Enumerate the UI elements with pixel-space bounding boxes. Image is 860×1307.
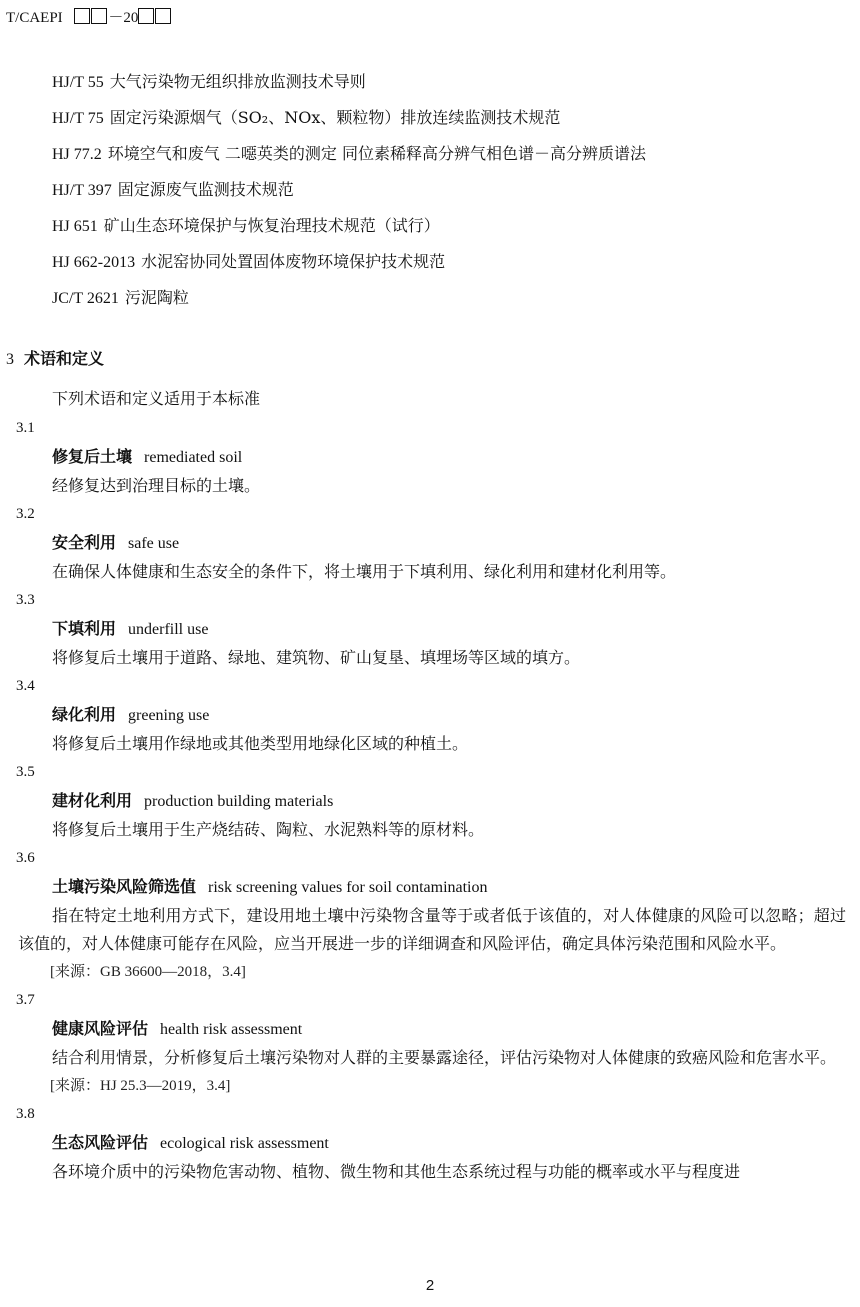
term-number: 3.6 xyxy=(16,850,35,866)
term-definition: 各环境介质中的污染物危害动物、植物、微生物和其他生态系统过程与功能的概率或水平与程度进 xyxy=(52,1162,741,1181)
term-zh: 修复后土壤 xyxy=(52,447,133,466)
term-en: underfill use xyxy=(128,621,209,638)
term-number: 3.1 xyxy=(16,420,35,436)
term-entry xyxy=(0,844,860,986)
term-number: 3.5 xyxy=(16,764,35,780)
term-definition: 指在特定土地利用方式下，建设用地土壤中污染物含量等于或者低于该值的，对人体健康的风险可以忽略；超过该值的，对人体健康可能存在风险，应当开展进一步的详细调查和风险评估，确定具体污染范围和风险水平。 xyxy=(18,906,846,953)
term-en: production building materials xyxy=(144,793,334,810)
term-entry xyxy=(0,1100,860,1186)
term-entry xyxy=(0,672,860,758)
term-zh: 绿化利用 xyxy=(52,705,117,724)
term-zh: 下填利用 xyxy=(52,619,117,638)
term-heading xyxy=(52,1014,860,1044)
term-zh: 建材化利用 xyxy=(52,791,133,810)
term-heading xyxy=(52,786,860,816)
term-heading xyxy=(52,528,860,558)
term-heading xyxy=(52,442,860,472)
term-definition: 将修复后土壤用于生产烧结砖、陶粒、水泥熟料等的原材料。 xyxy=(52,820,485,839)
term-number: 3.3 xyxy=(16,592,35,608)
placeholder-box xyxy=(155,8,171,24)
term-number: 3.4 xyxy=(16,678,35,694)
terms-list xyxy=(0,414,860,1186)
term-definition: 将修复后土壤用于道路、绿地、建筑物、矿山复垦、填埋场等区域的填方。 xyxy=(52,648,581,667)
term-definition: 经修复达到治理目标的土壤。 xyxy=(52,476,261,495)
term-entry xyxy=(0,500,860,586)
term-zh: 健康风险评估 xyxy=(52,1019,149,1038)
term-zh: 土壤污染风险筛选值 xyxy=(52,877,197,896)
term-entry xyxy=(0,414,860,500)
term-number: 3.2 xyxy=(16,506,35,522)
reference-item: JC/T 2621 污泥陶粒 xyxy=(52,288,189,307)
reference-item: HJ/T 55 大气污染物无组织排放监测技术导则 xyxy=(52,72,366,91)
term-definition: 结合利用情景，分析修复后土壤污染物对人群的主要暴露途径，评估污染物对人体健康的致癌风险和危害水平。 xyxy=(52,1048,837,1067)
term-entry xyxy=(0,758,860,844)
term-entry xyxy=(0,986,860,1100)
normative-references-list xyxy=(52,72,646,324)
term-en: risk screening values for soil contamination xyxy=(208,879,488,896)
standard-year-prefix: －20 xyxy=(108,10,139,26)
term-en: greening use xyxy=(128,707,210,724)
term-en: health risk assessment xyxy=(160,1021,303,1038)
term-heading xyxy=(52,700,860,730)
placeholder-box xyxy=(91,8,107,24)
term-heading xyxy=(52,872,860,902)
term-entry xyxy=(0,586,860,672)
placeholder-box xyxy=(138,8,154,24)
section-heading xyxy=(6,346,104,369)
reference-item: HJ/T 75 固定污染源烟气（SO₂、NOx、颗粒物）排放连续监测技术规范 xyxy=(52,108,561,127)
term-source: [来源：GB 36600—2018，3.4] xyxy=(50,964,246,980)
page-header xyxy=(6,6,172,27)
reference-item: HJ/T 397 固定源废气监测技术规范 xyxy=(52,180,294,199)
page-number: 2 xyxy=(425,1277,435,1294)
term-number: 3.8 xyxy=(16,1106,35,1122)
term-heading xyxy=(52,1128,860,1158)
section-intro: 下列术语和定义适用于本标准 xyxy=(52,389,261,408)
term-heading xyxy=(52,614,860,644)
reference-item: HJ 651 矿山生态环境保护与恢复治理技术规范（试行） xyxy=(52,216,440,235)
term-definition: 在确保人体健康和生态安全的条件下，将土壤用于下填利用、绿化利用和建材化利用等。 xyxy=(52,562,677,581)
standard-prefix: T/CAEPI xyxy=(6,10,63,26)
section-number: 3 xyxy=(6,351,14,368)
term-en: ecological risk assessment xyxy=(160,1135,329,1152)
term-en: safe use xyxy=(128,535,180,552)
term-en: remediated soil xyxy=(144,449,243,466)
term-source: [来源：HJ 25.3—2019，3.4] xyxy=(50,1078,231,1094)
term-definition: 将修复后土壤用作绿地或其他类型用地绿化区域的种植土。 xyxy=(52,734,469,753)
term-zh: 生态风险评估 xyxy=(52,1133,149,1152)
term-number: 3.7 xyxy=(16,992,35,1008)
section-title: 术语和定义 xyxy=(24,349,105,368)
reference-item: HJ 77.2 环境空气和废气 二噁英类的测定 同位素稀释高分辨气相色谱－高分辨质谱法 xyxy=(52,144,646,163)
term-zh: 安全利用 xyxy=(52,533,117,552)
reference-item: HJ 662-2013 水泥窑协同处置固体废物环境保护技术规范 xyxy=(52,252,446,271)
placeholder-box xyxy=(74,8,90,24)
